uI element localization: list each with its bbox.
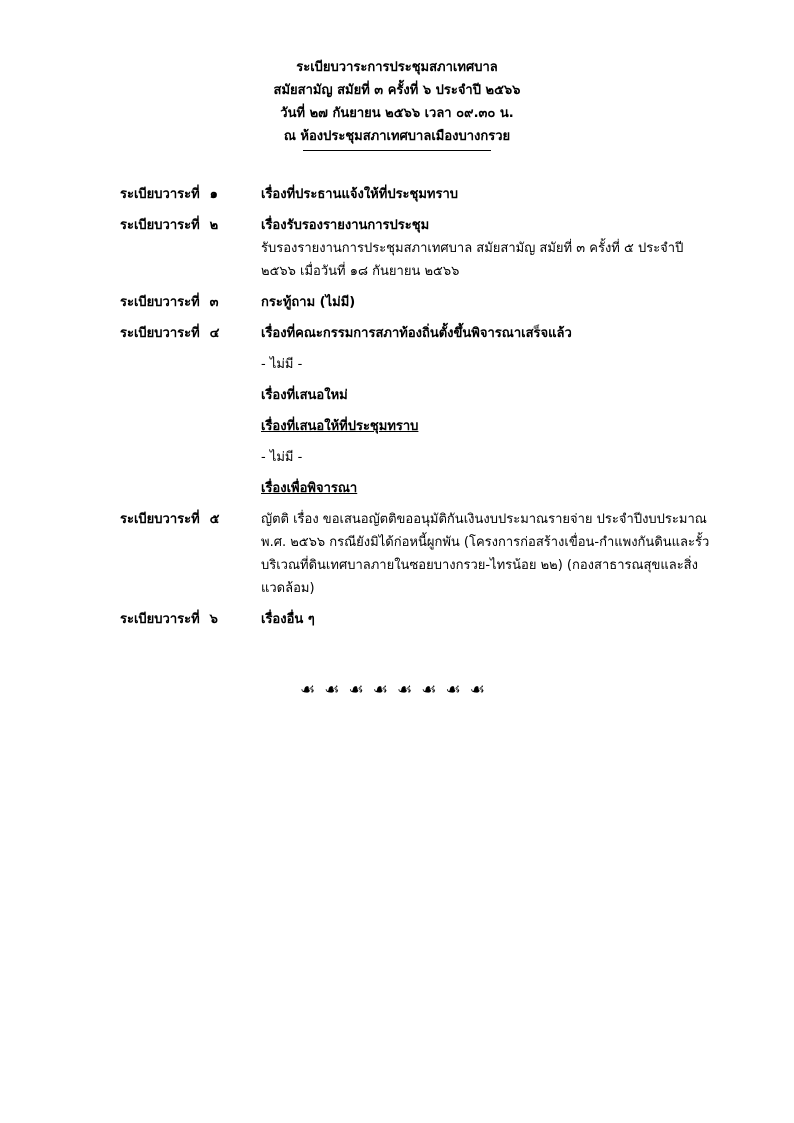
agenda-item-label bbox=[120, 508, 258, 531]
agenda-item-4 bbox=[120, 322, 710, 345]
agenda-item-label bbox=[120, 608, 258, 631]
for-information-heading: เรื่องที่เสนอให้ที่ประชุมทราบ bbox=[261, 419, 419, 434]
agenda-label-text: ระเบียบวาระที่ bbox=[120, 512, 200, 527]
agenda-title: เรื่องที่ประธานแจ้งให้ที่ประชุมทราบ bbox=[261, 187, 459, 202]
agenda-number: ๔ bbox=[209, 326, 220, 341]
agenda-list bbox=[120, 183, 710, 639]
agenda-title: เรื่องอื่น ๆ bbox=[261, 612, 315, 627]
agenda-number: ๖ bbox=[209, 612, 218, 627]
none-note: - ไม่มี - bbox=[261, 450, 303, 465]
header-session: สมัยสามัญ สมัยที่ ๓ ครั้งที่ ๖ ประจำปี ๒๕๖๖ bbox=[273, 83, 521, 98]
document-header bbox=[0, 56, 794, 151]
agenda-title: กระทู้ถาม (ไม่มี) bbox=[261, 295, 356, 310]
agenda-item-3 bbox=[120, 291, 710, 314]
agenda-description: รับรองรายงานการประชุมสภาเทศบาล สมัยสามัญ สมัยที่ ๓ ครั้งที่ ๕ ประจำปี ๒๕๖๖ เมื่อวันที่ ๑๘ กันยายน ๒๕๖๖ bbox=[261, 241, 684, 279]
agenda-title: เรื่องรับรองรายงานการประชุม bbox=[261, 218, 430, 233]
agenda-item-label bbox=[120, 291, 258, 314]
agenda-item-5 bbox=[120, 508, 710, 600]
closing-ornament-icon: ☙☙☙☙☙☙☙☙ bbox=[300, 680, 494, 700]
header-datetime: วันที่ ๒๗ กันยายน ๒๕๖๖ เวลา ๐๙.๓๐ น. bbox=[280, 106, 514, 121]
agenda-label-text: ระเบียบวาระที่ bbox=[120, 612, 200, 627]
agenda-item-label bbox=[120, 214, 258, 237]
agenda-description: ญัตติ เรื่อง ขอเสนอญัตติขออนุมัติกันเงินงบประมาณรายจ่าย ประจำปีงบประมาณ พ.ศ. ๒๕๖๖ กรณียังมิได้ก่อหนี้ผูกพัน (โครงการก่อสร้างเขื่อน-กำแพงกันดินและรั้วบริเวณที่ดินเทศบาลภายในซอยบางกรวย-ไทรน้อย ๒๒) (กองสาธารณสุขและสิ่งแวดล้อม) bbox=[261, 512, 710, 596]
agenda-item-1 bbox=[120, 183, 710, 206]
header-divider bbox=[303, 150, 491, 151]
agenda-item-6 bbox=[120, 608, 710, 631]
agenda-number: ๑ bbox=[209, 187, 218, 202]
agenda-number: ๒ bbox=[209, 218, 219, 233]
agenda-item-2 bbox=[120, 214, 710, 283]
agenda-number: ๓ bbox=[209, 295, 219, 310]
header-title: ระเบียบวาระการประชุมสภาเทศบาล bbox=[296, 60, 498, 75]
for-consideration-heading: เรื่องเพื่อพิจารณา bbox=[261, 481, 358, 496]
new-matters-heading: เรื่องที่เสนอใหม่ bbox=[261, 388, 348, 403]
agenda-label-text: ระเบียบวาระที่ bbox=[120, 326, 200, 341]
agenda-item-label bbox=[120, 183, 258, 206]
agenda-4-subsections bbox=[261, 353, 710, 500]
agenda-label-text: ระเบียบวาระที่ bbox=[120, 295, 200, 310]
agenda-number: ๕ bbox=[209, 512, 220, 527]
agenda-title: เรื่องที่คณะกรรมการสภาท้องถิ่นตั้งขึ้นพิจารณาเสร็จแล้ว bbox=[261, 326, 572, 341]
header-venue: ณ ห้องประชุมสภาเทศบาลเมืองบางกรวย bbox=[283, 129, 511, 144]
agenda-label-text: ระเบียบวาระที่ bbox=[120, 187, 200, 202]
agenda-label-text: ระเบียบวาระที่ bbox=[120, 218, 200, 233]
agenda-item-label bbox=[120, 322, 258, 345]
none-note: - ไม่มี - bbox=[261, 357, 303, 372]
